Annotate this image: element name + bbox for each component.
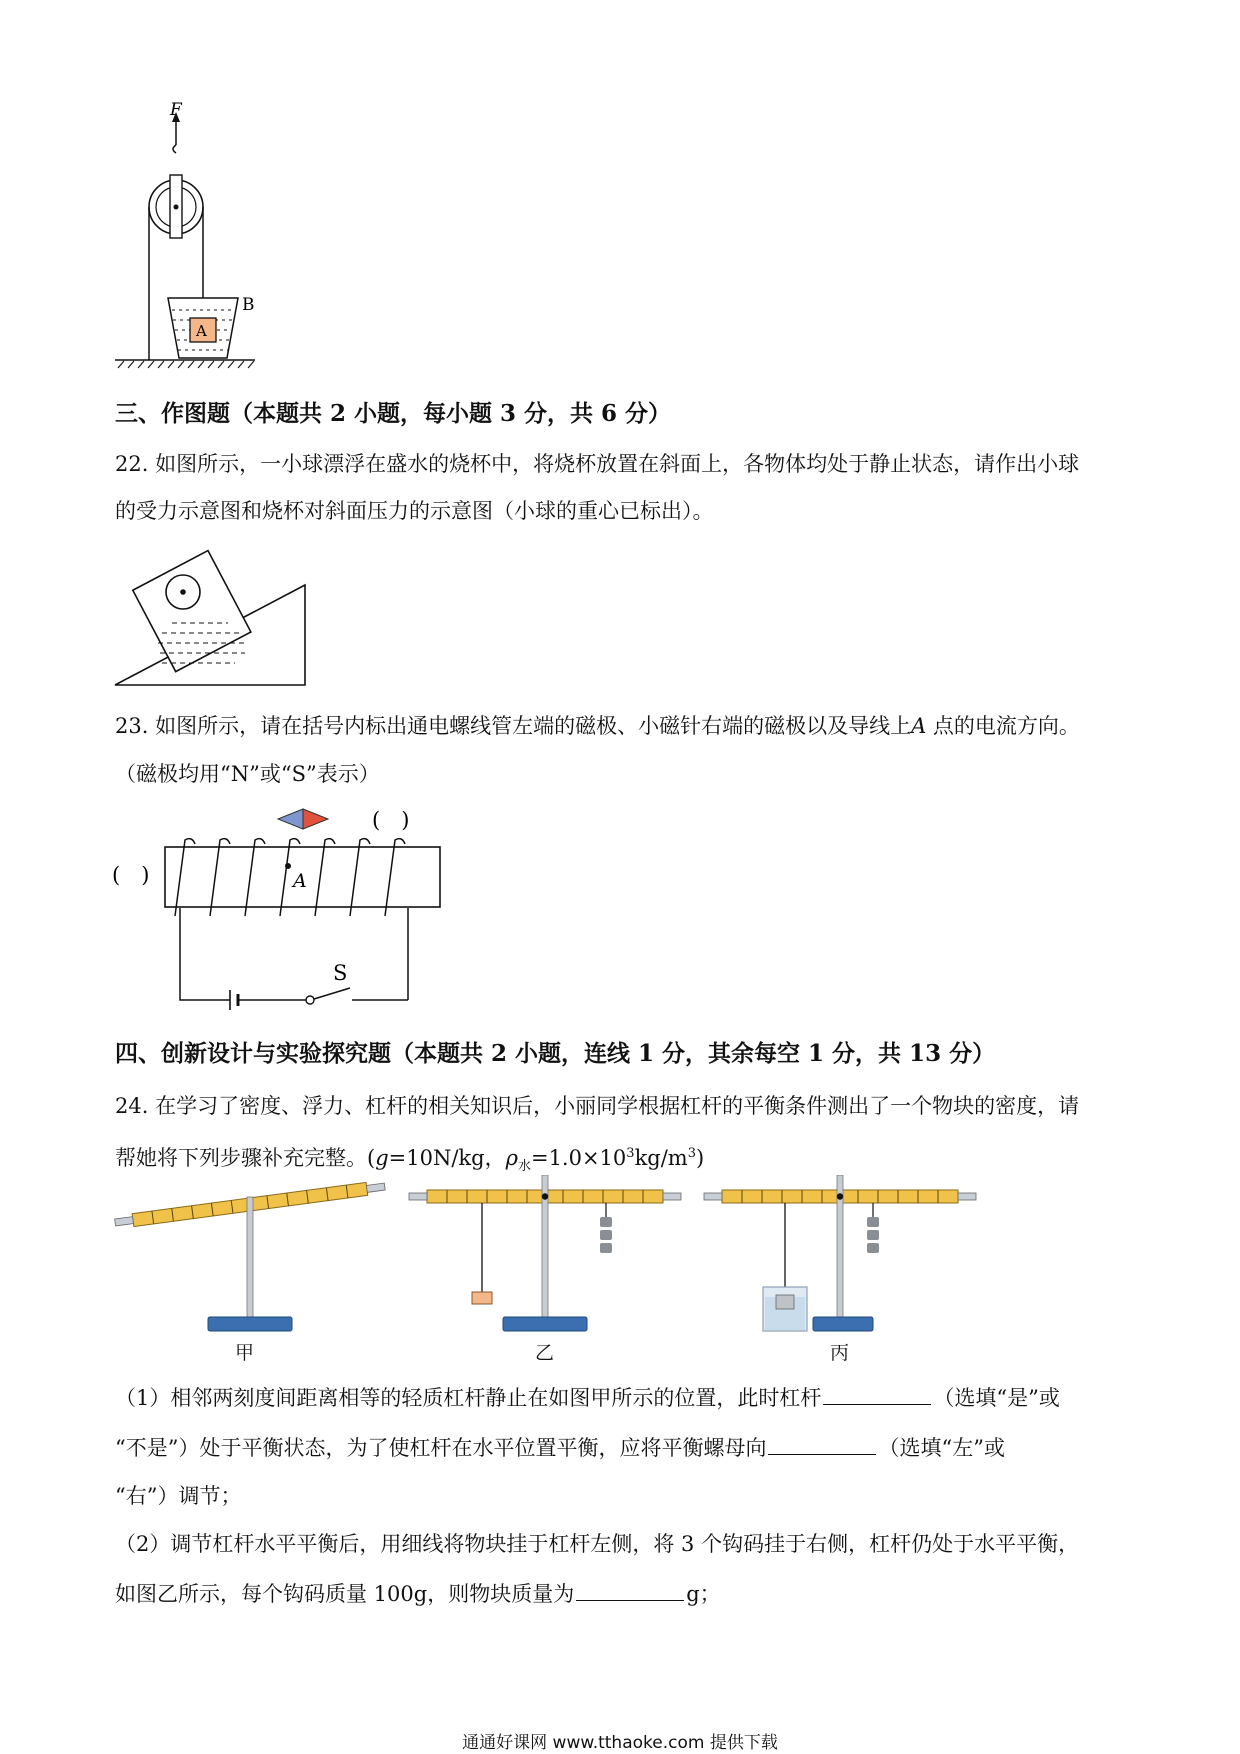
section4-heading: 四、创新设计与实验探究题（本题共 2 小题，连线 1 分，其余每空 1 分，共 13 分） xyxy=(115,1040,996,1067)
answer-blank-1[interactable] xyxy=(823,1384,931,1405)
q24-line1: 24. 在学习了密度、浮力、杠杆的相关知识后，小丽同学根据杠杆的平衡条件测出了一个物块的密度，请 xyxy=(115,1094,1080,1118)
q24-p2-line1: （2）调节杠杆水平平衡后，用细线将物块挂于杠杆左侧，将 3 个钩码挂于右侧，杠杆仍处于水平平衡， xyxy=(115,1532,1080,1556)
section3-heading: 三、作图题（本题共 2 小题，每小题 3 分，共 6 分） xyxy=(115,400,672,427)
incline-beaker-figure xyxy=(110,545,310,695)
q24-p1-line1: （1）相邻两刻度间距离相等的轻质杠杆静止在如图甲所示的位置，此时杠杆 （选填“是”或 xyxy=(115,1386,1060,1410)
force-label: F xyxy=(170,100,182,120)
block-a-label: A xyxy=(196,322,207,340)
answer-blank-3[interactable] xyxy=(576,1580,684,1601)
fig-label-yi: 乙 xyxy=(535,1342,555,1364)
pulley-figure xyxy=(110,100,270,375)
q24-p1-line3: “右”）调节； xyxy=(115,1484,242,1508)
q22-line2: 的受力示意图和烧杯对斜面压力的示意图（小球的重心已标出）。 xyxy=(115,499,714,523)
lever-figure-jia xyxy=(110,1175,390,1335)
fig-label-jia: 甲 xyxy=(235,1342,255,1364)
point-a-label: A xyxy=(293,870,307,892)
needle-pole-bracket: ( ) xyxy=(372,808,410,832)
fig-label-bing: 丙 xyxy=(830,1342,850,1364)
answer-blank-2[interactable] xyxy=(768,1434,876,1455)
q24-line2: 帮她将下列步骤补充完整。(g=10N/kg，$\rho_水=1.0\times 10^3kg/m^3$) xyxy=(115,1146,705,1175)
solenoid-pole-bracket: ( ) xyxy=(112,863,150,887)
q23-line2: （磁极均用“N”或“S”表示） xyxy=(115,762,380,786)
lever-figure-bing xyxy=(700,1175,980,1335)
q24-p1-line2: “不是”）处于平衡状态，为了使杠杆在水平位置平衡，应将平衡螺母向 （选填“左”或 xyxy=(115,1436,1005,1460)
page-footer: 通通好课网 www.tthaoke.com 提供下载 xyxy=(462,1733,778,1753)
q22-line1: 22. 如图所示，一小球漂浮在盛水的烧杯中，将烧杯放置在斜面上，各物体均处于静止状态，请作出小球 xyxy=(115,452,1080,476)
switch-label: S xyxy=(333,961,348,985)
q23-line1: 23. 如图所示，请在括号内标出通电螺线管左端的磁极、小磁针右端的磁极以及导线上A 点的电流方向。 xyxy=(115,714,1080,738)
beaker-b-label: B xyxy=(242,295,255,315)
lever-figure-yi xyxy=(405,1175,685,1335)
q24-p2-line2: 如图乙所示，每个钩码质量 100g，则物块质量为 g； xyxy=(115,1582,721,1606)
solenoid-circuit-figure xyxy=(110,800,460,1015)
